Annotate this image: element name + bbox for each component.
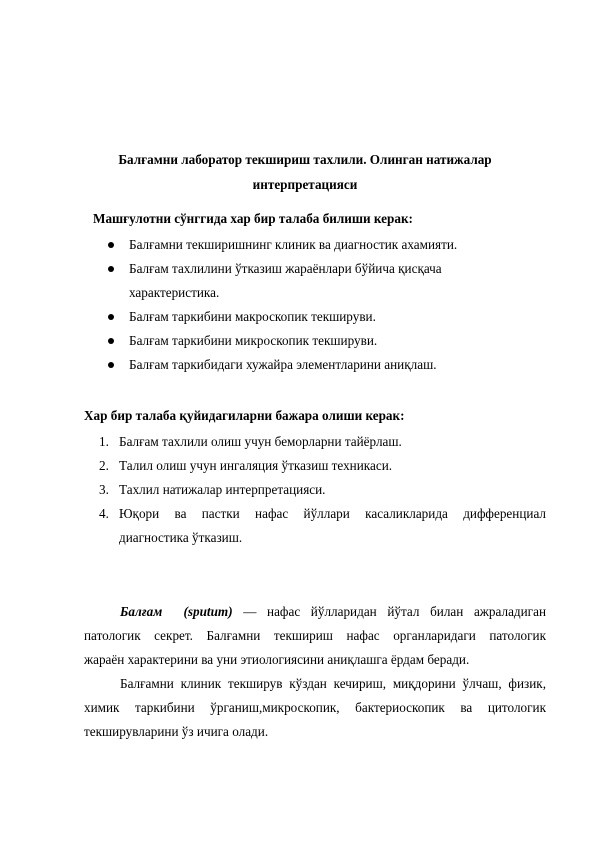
- list-number: 1.: [99, 434, 109, 449]
- list-item: [99, 430, 546, 454]
- list-item-text-continuation: диагностика ўтказиш.: [119, 530, 243, 545]
- paragraph-line: жараён характерини ва уни этиологиясини аниқлашга ёрдам беради.: [84, 652, 470, 667]
- list-item-text: Талил олиш учун ингаляция ўтказиш техникаси.: [119, 458, 393, 473]
- list-item-text-continuation: характеристика.: [129, 285, 220, 300]
- section-heading-skills: Хар бир талаба қуйидагиларни бажара олиши керак:: [84, 408, 405, 423]
- list-item-text: Балғам тахлилини ўтказиш жараёнлари бўйича қисқача: [129, 261, 442, 276]
- skills-numbered-list: [99, 430, 546, 550]
- paragraph-line: Балғамни клиник текширув кўздан кечириш, миқдорини ўлчаш, физик,: [120, 676, 546, 691]
- paragraph-line: патологик секрет. Балғамни текшириш нафас органларидаги патологик: [84, 628, 546, 643]
- list-number: 4.: [99, 506, 109, 521]
- list-item-text: Юқори ва пастки нафас йўллари касаликларида дифференциал: [119, 506, 546, 521]
- list-item-text: Балғам таркибини микроскопик текшируви.: [129, 333, 378, 348]
- list-item: [107, 329, 547, 353]
- paragraph-line: [84, 600, 546, 624]
- list-item-text: Балғам таркибини макроскопик текшируви.: [129, 309, 376, 324]
- list-item-text: Балғамни текширишнинг клиник ва диагностик ахамияти.: [129, 237, 458, 252]
- list-item-text: Балғам таркибидаги хужайра элементларини аниқлаш.: [129, 357, 437, 372]
- bullet-icon: [108, 362, 114, 368]
- list-item: [107, 257, 547, 305]
- term-sputum-latin: (sputum): [183, 604, 233, 619]
- paragraph-sputum-definition: [84, 600, 546, 672]
- document-title-line-2: интерпретацияси: [252, 177, 358, 192]
- bullet-icon: [108, 314, 114, 320]
- list-item: [99, 478, 546, 502]
- bullet-icon: [108, 266, 114, 272]
- document-title-line-1: Балғамни лаборатор текшириш тахлили. Олинган натижалар: [118, 152, 492, 167]
- term-sputum: Балғам: [120, 604, 163, 619]
- paragraph-line: текширувларини ўз ичига олади.: [84, 724, 269, 739]
- list-item: [99, 502, 546, 550]
- paragraph-line: химик таркибини ўрганиш,микроскопик, бактериоскопик ва цитологик: [84, 700, 546, 715]
- list-item: [107, 353, 547, 377]
- bullet-icon: [108, 338, 114, 344]
- list-item: [107, 305, 547, 329]
- list-item-text: Балғам тахлили олиш учун беморларни тайёрлаш.: [119, 434, 402, 449]
- list-item: [107, 233, 547, 257]
- list-item-text: Тахлил натижалар интерпретацияси.: [119, 482, 326, 497]
- paragraph-clinical-examination: [84, 672, 546, 744]
- list-item: [99, 454, 546, 478]
- paragraph-line-text: — нафас йўлларидан йўтал билан ажраладиган: [243, 604, 547, 619]
- list-number: 3.: [99, 482, 109, 497]
- knowledge-bullet-list: [107, 233, 547, 377]
- list-number: 2.: [99, 458, 109, 473]
- section-heading-knowledge: Машғулотни сўнггида хар бир талаба билиши керак:: [93, 211, 413, 226]
- bullet-icon: [108, 242, 114, 248]
